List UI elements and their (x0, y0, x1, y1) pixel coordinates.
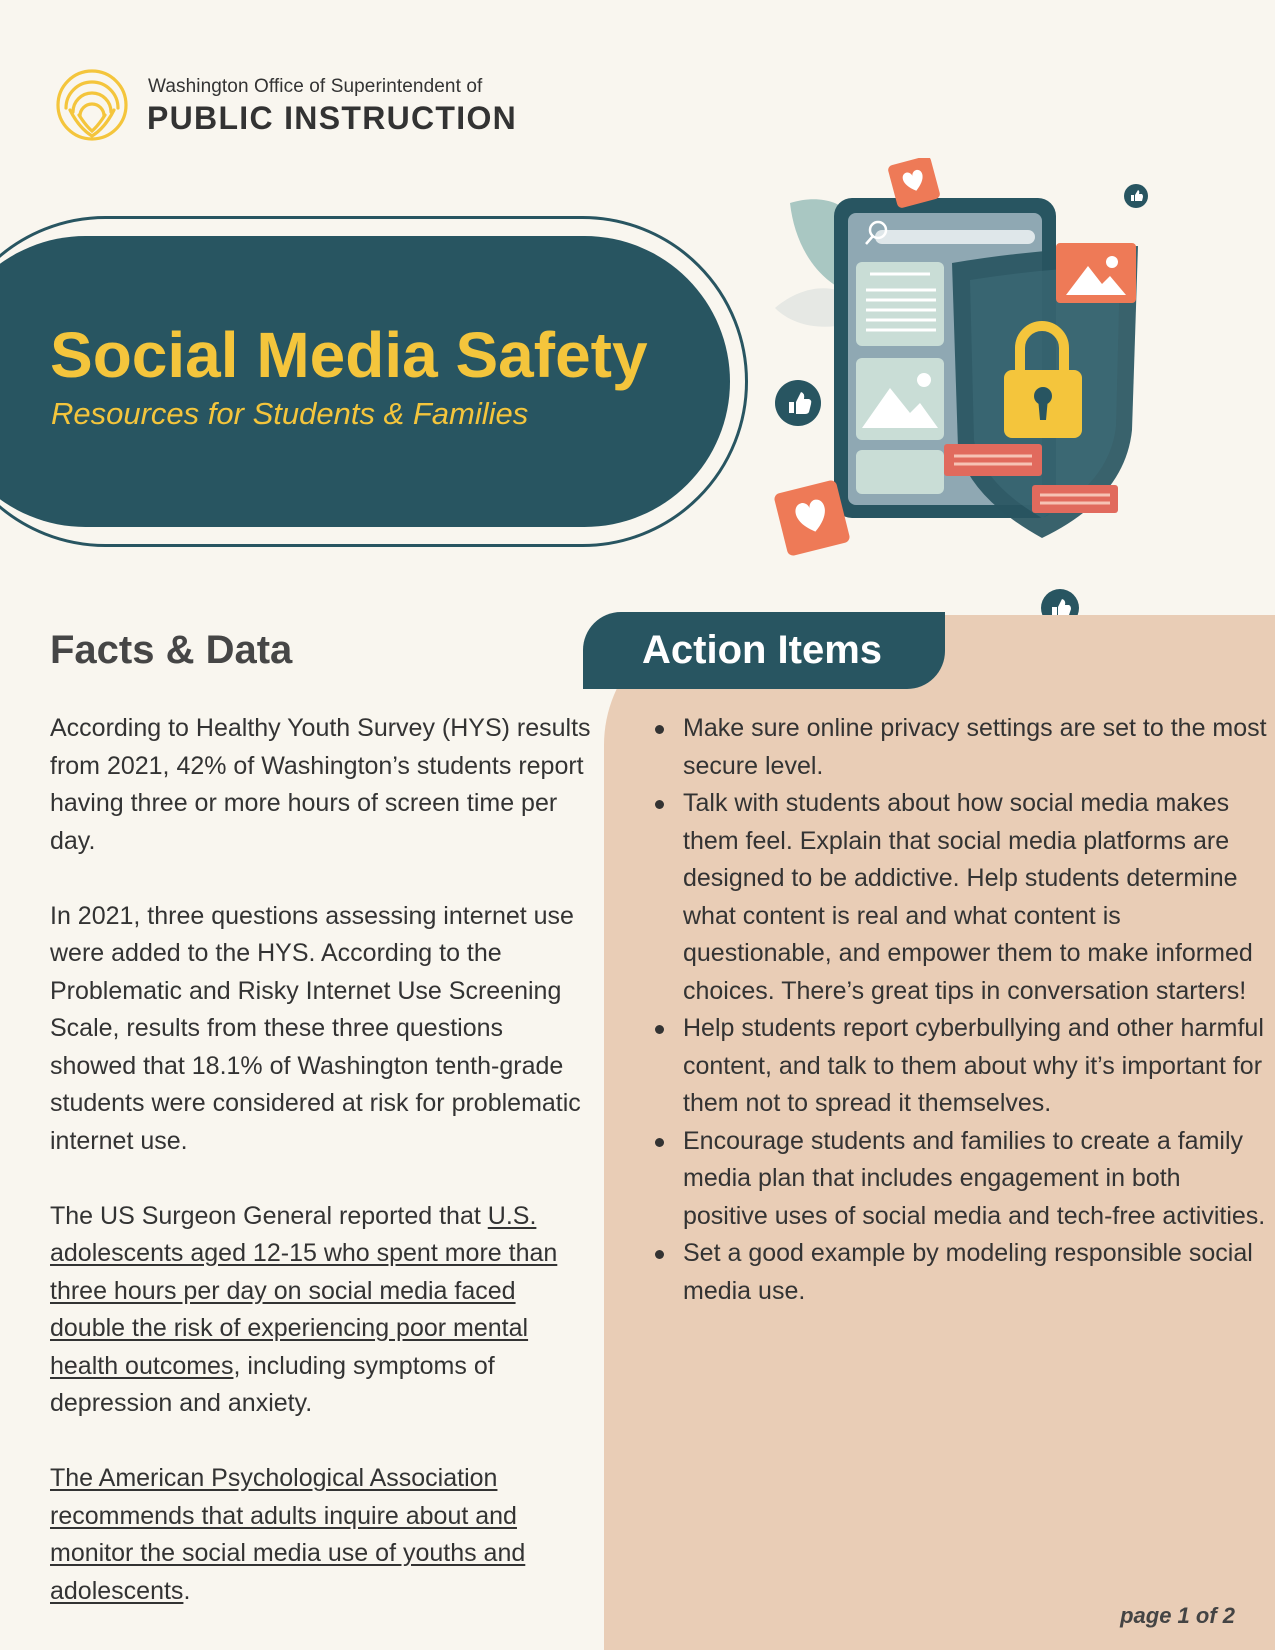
action-item: Help students report cyberbullying and other harmful content, and talk to them about why it’s important for them not to spread it themselves. (683, 1010, 1268, 1123)
facts-body (50, 710, 595, 1648)
org-name-line2: PUBLIC INSTRUCTION (147, 100, 518, 136)
facts-paragraph-2: In 2021, three questions assessing internet use were added to the HYS. According to the Problematic and Risky Internet Use Screening Scale, results from these three questions showed that 18.1% of Washington tenth-grade students were considered at risk for problematic internet use. (50, 901, 581, 1155)
action-items-heading: Action Items (642, 628, 883, 672)
thumbs-up-small-badge-icon (1124, 184, 1148, 208)
comment-bar-small-icon (1032, 485, 1118, 513)
page-subtitle: Resources for Students & Families (51, 396, 529, 431)
social-media-safety-illustration (770, 158, 1230, 633)
action-item: Encourage students and families to create a family media plan that includes engagement in both positive uses of social media and tech-free activities. (683, 1123, 1268, 1236)
facts-paragraph-3 (50, 1198, 595, 1423)
facts-paragraph-3-tail: , including symptoms of depression and anxiety. (50, 1351, 495, 1417)
org-name-line1: Washington Office of Superintendent of (148, 76, 483, 97)
apa-recommendation-link[interactable]: The American Psychological Association recommends that adults inquire about and monitor the social media use of youths and adolescents (50, 1464, 526, 1605)
action-item: Make sure online privacy settings are set to the most secure level. (683, 710, 1268, 785)
page-title: Social Media Safety (50, 319, 648, 391)
action-items-list (654, 710, 1268, 1310)
facts-paragraph-4-tail: . (183, 1576, 191, 1605)
action-item: Set a good example by modeling responsible social media use. (683, 1235, 1268, 1310)
ospi-logo-icon (55, 68, 129, 142)
comment-bar-icon (944, 444, 1042, 476)
surgeon-general-link[interactable]: U.S. adolescents aged 12-15 who spent more than three hours per day on social media faced double the risk of experiencing poor mental health outcomes (50, 1201, 558, 1380)
action-item: Talk with students about how social media makes them feel. Explain that social media platforms are designed to be addictive. Help students determine what content is real and what content is questionable, and empower them to make informed choices. There’s great tips in conversation starters! (683, 785, 1268, 1010)
page-number: page 1 of 2 (1120, 1603, 1235, 1628)
facts-paragraph-3-lead: The US Surgeon General reported that (50, 1201, 488, 1230)
facts-paragraph-1: According to Healthy Youth Survey (HYS) results from 2021, 42% of Washington’s students report having three or more hours of screen time per day. (50, 714, 591, 855)
search-bar-icon (875, 230, 1035, 244)
facts-heading: Facts & Data (50, 628, 293, 672)
facts-paragraph-4 (50, 1460, 595, 1610)
thumbs-up-badge-icon (775, 380, 821, 426)
